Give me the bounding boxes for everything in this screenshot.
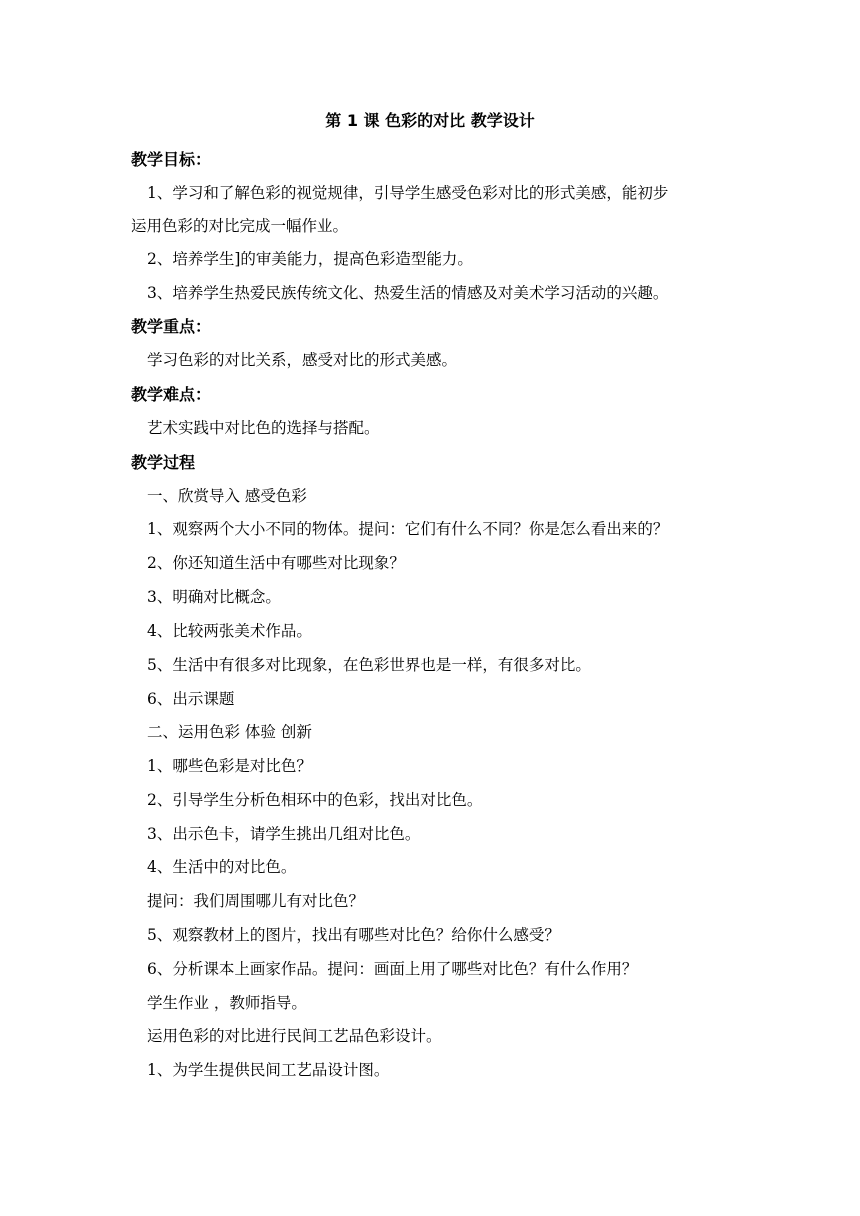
heading-goals: 教学目标： xyxy=(131,150,212,169)
process-line: 3、明确对比概念。 xyxy=(147,588,281,606)
process-line: 学生作业 ，教师指导。 xyxy=(147,994,307,1012)
process-line: 提问：我们周围哪儿有对比色？ xyxy=(147,892,365,910)
document-title: 第 1 课 色彩的对比 教学设计 xyxy=(325,111,535,130)
heading-difficulties: 教学难点： xyxy=(131,385,212,404)
process-line: 运用色彩的对比进行民间工艺品色彩设计。 xyxy=(147,1027,442,1045)
goal-line: 2、培养学生]的审美能力，提高色彩造型能力。 xyxy=(147,250,473,268)
process-line: 4、生活中的对比色。 xyxy=(147,858,297,876)
process-line: 3、出示色卡，请学生挑出几组对比色。 xyxy=(147,825,421,843)
key-point-line: 学习色彩的对比关系，感受对比的形式美感。 xyxy=(147,351,458,369)
goal-line: 1、学习和了解色彩的视觉规律，引导学生感受色彩对比的形式美感，能初步 xyxy=(147,184,669,202)
process-line: 5、观察教材上的图片，找出有哪些对比色？给你什么感受？ xyxy=(147,926,560,944)
process-line: 2、引导学生分析色相环中的色彩，找出对比色。 xyxy=(147,791,483,809)
process-line: 2、你还知道生活中有哪些对比现象？ xyxy=(147,554,405,572)
process-line: 6、出示课题 xyxy=(147,690,235,708)
process-line: 4、比较两张美术作品。 xyxy=(147,622,312,640)
process-line: 一、欣赏导入 感受色彩 xyxy=(147,487,307,505)
process-line: 二、运用色彩 体验 创新 xyxy=(147,723,312,741)
process-line: 5、生活中有很多对比现象，在色彩世界也是一样，有很多对比。 xyxy=(147,656,591,674)
goal-line: 运用色彩的对比完成一幅作业。 xyxy=(131,217,349,235)
heading-key-points: 教学重点： xyxy=(131,317,212,336)
process-line: 1、观察两个大小不同的物体。提问：它们有什么不同？你是怎么看出来的？ xyxy=(147,520,669,538)
goal-line: 3、培养学生热爱民族传统文化、热爱生活的情感及对美术学习活动的兴趣。 xyxy=(147,284,669,302)
difficulty-line: 艺术实践中对比色的选择与搭配。 xyxy=(147,419,380,437)
heading-process: 教学过程 xyxy=(131,453,196,472)
process-line: 6、分析课本上画家作品。提问：画面上用了哪些对比色？有什么作用？ xyxy=(147,960,638,978)
process-line: 1、为学生提供民间工艺品设计图。 xyxy=(147,1061,390,1079)
process-line: 1、哪些色彩是对比色？ xyxy=(147,757,312,775)
